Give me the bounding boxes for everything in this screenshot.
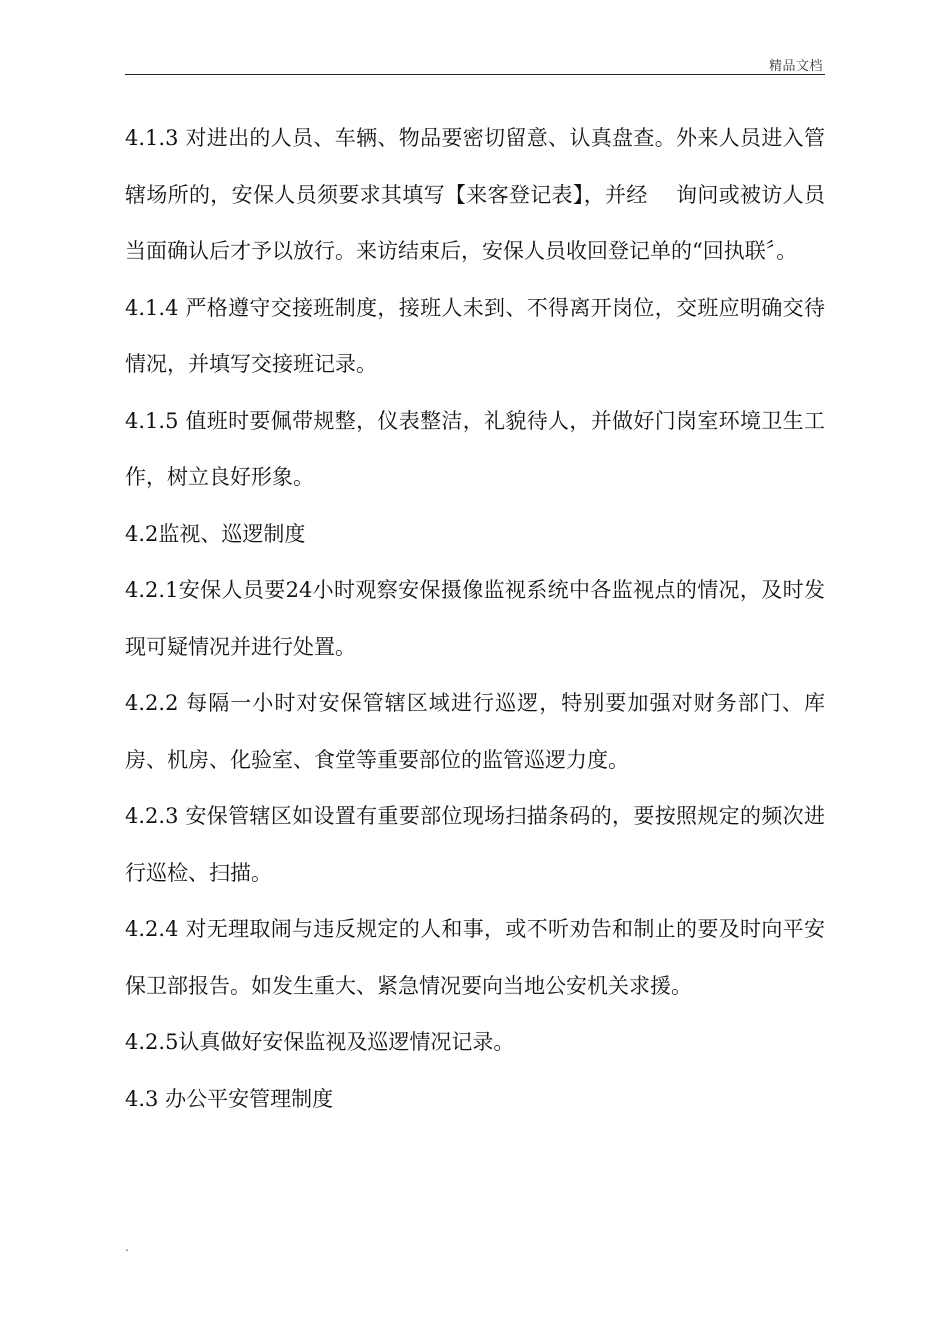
paragraph-4-2-5: 4.2.5认真做好安保监视及巡逻情况记录。 (125, 1030, 515, 1054)
heading-4-2: 4.2监视、巡逻制度 (125, 521, 306, 546)
footer-mark: . (125, 1240, 129, 1254)
paragraph-4-1-4: 4.1.4 严格遵守交接班制度，接班人未到、不得离开岗位，交班应明确交待情况，并填写交接班记录。 (125, 295, 825, 376)
paragraph-4-2-3: 4.2.3 安保管辖区如设置有重要部位现场扫描条码的，要按照规定的频次进行巡检、扫描。 (125, 804, 825, 885)
paragraph-4-2-1: 4.2.1安保人员要24小时观察安保摄像监视系统中各监视点的情况，及时发现可疑情况并进行处置。 (125, 578, 825, 659)
page-header (125, 52, 825, 75)
paragraph-4-2-4: 4.2.4 对无理取闹与违反规定的人和事，或不听劝告和制止的要及时向平安保卫部报告。如发生重大、紧急情况要向当地公安机关求援。 (125, 917, 825, 998)
paragraph-4-1-3: 4.1.3 对进出的人员、车辆、物品要密切留意、认真盘查。外来人员进入管辖场所的，安保人员须要求其填写【来客登记表】，并经 询问或被访人员当面确认后才予以放行。来访结束后，安保人员收回登记单的“回执联〞。 (125, 126, 825, 263)
header-label: 精品文档 (768, 59, 823, 74)
heading-4-3: 4.3 办公平安管理制度 (125, 1086, 334, 1111)
paragraph-4-1-5: 4.1.5 值班时要佩带规整，仪表整洁，礼貌待人，并做好门岗室环境卫生工作，树立良好形象。 (125, 408, 825, 489)
document-body (125, 110, 825, 1127)
paragraph-4-2-2: 4.2.2 每隔一小时对安保管辖区域进行巡逻，特别要加强对财务部门、库房、机房、化验室、食堂等重要部位的监管巡逻力度。 (125, 691, 825, 772)
